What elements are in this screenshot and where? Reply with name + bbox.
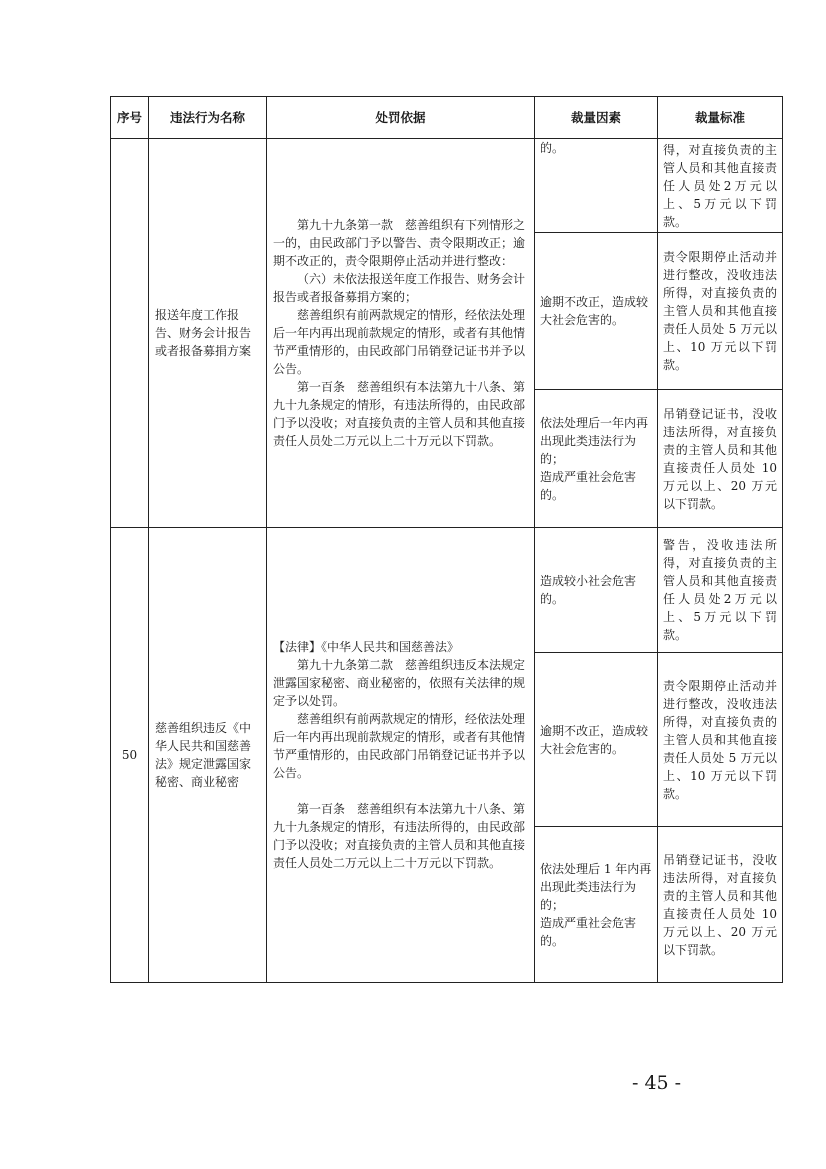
- table-row: [111, 528, 783, 653]
- header-basis: 处罚依据: [267, 97, 535, 139]
- discretion-standard: 责令限期停止活动并进行整改，没收违法所得，对直接负责的主管人员和其他直接责任人员处 5 万元以上、10 万元以下罚款。: [658, 653, 783, 827]
- basis-paragraph: 第一百条 慈善组织有本法第九十八条、第九十九条规定的情形，有违法所得的，由民政部门予以没收；对直接负责的主管人员和其他直接责任人员处二万元以上二十万元以下罚款。: [273, 380, 526, 448]
- row-basis: [267, 528, 535, 983]
- discretion-factor: 逾期不改正，造成较大社会危害的。: [535, 653, 658, 827]
- row-seq: [111, 139, 149, 528]
- header-standard: 裁量标准: [658, 97, 783, 139]
- discretion-factor: 造成较小社会危害的。: [535, 528, 658, 653]
- discretion-standard: 责令限期停止活动并进行整改，没收违法所得，对直接负责的主管人员和其他直接责任人员处 5 万元以上、10 万元以下罚款。: [658, 233, 783, 390]
- discretion-standard: 吊销登记证书，没收违法所得，对直接负责的主管人员和其他直接责任人员处 10 万元以上、20 万元以下罚款。: [658, 390, 783, 528]
- discretion-standard: 吊销登记证书，没收违法所得，对直接负责的主管人员和其他直接责任人员处 10 万元以上、20 万元以下罚款。: [658, 827, 783, 983]
- discretion-factor: 逾期不改正，造成较大社会危害的。: [535, 233, 658, 390]
- basis-paragraph: 第九十九条第二款 慈善组织违反本法规定泄露国家秘密、商业秘密的，依照有关法律的规定予以处罚。: [273, 658, 526, 708]
- discretion-factor: 依法处理后 1 年内再出现此类违法行为的； 造成严重社会危害的。: [535, 827, 658, 983]
- header-seq: 序号: [111, 97, 149, 139]
- discretion-standard: 得，对直接负责的主管人员和其他直接责任人员处2万元以上、5万元以下罚款。: [658, 139, 783, 233]
- penalty-table-container: [110, 96, 783, 983]
- row-basis: [267, 139, 535, 528]
- row-violation-name: 报送年度工作报告、财务会计报告或者报备募捐方案: [149, 139, 267, 528]
- discretion-factor: 依法处理后一年内再出现此类违法行为的； 造成严重社会危害的。: [535, 390, 658, 528]
- row-violation-name: 慈善组织违反《中华人民共和国慈善法》规定泄露国家秘密、商业秘密: [149, 528, 267, 983]
- table-header-row: [111, 97, 783, 139]
- penalty-table: [110, 96, 783, 983]
- header-factor: 裁量因素: [535, 97, 658, 139]
- basis-paragraph: 慈善组织有前两款规定的情形，经依法处理后一年内再出现前款规定的情形，或者有其他情节严重情形的，由民政部门吊销登记证书并予以公告。: [273, 712, 526, 780]
- page-number: - 45 -: [632, 1072, 682, 1094]
- discretion-factor: 的。: [535, 139, 658, 233]
- basis-paragraph: 慈善组织有前两款规定的情形，经依法处理后一年内再出现前款规定的情形，或者有其他情节严重情形的，由民政部门吊销登记证书并予以公告。: [273, 308, 526, 376]
- basis-paragraph: （六）未依法报送年度工作报告、财务会计报告或者报备募捐方案的；: [273, 272, 526, 304]
- row-seq: 50: [111, 528, 149, 983]
- basis-paragraph: 第九十九条第一款 慈善组织有下列情形之一的，由民政部门予以警告、责令限期改正；逾期不改正的，责令限期停止活动并进行整改：: [273, 218, 526, 268]
- basis-paragraph: 第一百条 慈善组织有本法第九十八条、第九十九条规定的情形，有违法所得的，由民政部门予以没收；对直接负责的主管人员和其他直接责任人员处二万元以上二十万元以下罚款。: [273, 802, 526, 870]
- table-row: [111, 139, 783, 233]
- discretion-standard: 警告，没收违法所得，对直接负责的主管人员和其他直接责任人员处2万元以上、5万元以下罚款。: [658, 528, 783, 653]
- header-name: 违法行为名称: [149, 97, 267, 139]
- basis-law-title: 【法律】《中华人民共和国慈善法》: [273, 640, 460, 654]
